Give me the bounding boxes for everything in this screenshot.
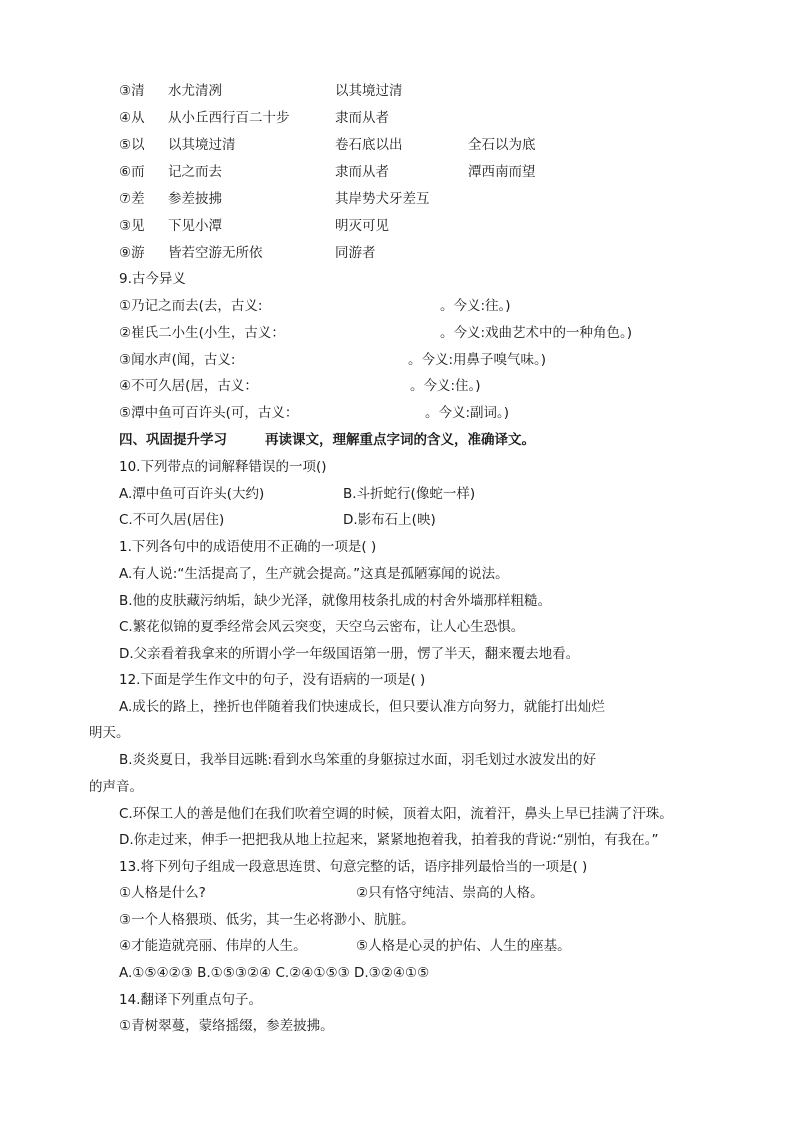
q11-stem: 1.下列各句中的成语使用不正确的一项是( ) [119,539,377,555]
row-example: 从小丘西行百二十步 [168,110,290,126]
q11-option-b: B.他的皮肤藏污纳垢，缺少光泽，就像用枝条扎成的村舍外墙那样粗糙。 [119,593,552,609]
q13-stem: 13.将下列句子组成一段意思连贯、句意完整的话，语序排列最恰当的一项是( ) [119,859,588,875]
q11-option-c: C.繁花似锦的夏季经常会风云突变，天空乌云密布，让人心生恐惧。 [119,619,525,635]
q14-sentence-1: ①青树翠蔓，蒙络摇缀，参差披拂。 [119,1018,334,1034]
q11-option-d: D.父亲看着我拿来的所谓小学一年级国语第一册，愣了半天，翻来覆去地看。 [119,646,580,662]
q10-option-a: A.潭中鱼可百许头(大约) [119,486,265,502]
q10-option-b: B.斗折蛇行(像蛇一样) [343,486,476,502]
q10-stem: 10.下列带点的词解释错误的一项() [119,459,327,475]
row-example: 以其境过清 [168,137,236,153]
row-head: ⑤以 [119,137,145,153]
row-example: 全石以为底 [468,137,536,153]
row-example: 记之而去 [168,164,222,180]
q14-stem: 14.翻译下列重点句子。 [119,992,262,1008]
row-example: 以其境过清 [335,83,403,99]
q10-option-d: D.影布石上(映) [343,512,436,528]
section-heading: 四、巩固提升学习 [119,432,227,448]
row-example: 潭西南而望 [468,164,536,180]
q13-sentence-5: ⑤人格是心灵的护佑、人生的座基。 [356,938,571,954]
section-description: 再读课文，理解重点字词的含义，准确译文。 [265,432,535,448]
row-example: 隶而从者 [335,164,389,180]
q9-item-b: 。今义:住。) [410,378,481,394]
row-example: 下见小潭 [168,218,222,234]
q12-option-b: B.炎炎夏日，我举目远眺:看到水鸟笨重的身躯掠过水面，羽毛划过水波发出的好 [119,752,597,768]
row-head: ⑦差 [119,191,145,207]
q9-item-a: ①乃记之而去(去，古义: [119,298,263,314]
q12-option-a: A.成长的路上，挫折也伴随着我们快速成长，但只要认准方向努力，就能打出灿烂 [119,699,605,715]
row-example: 其岸势犬牙差互 [335,191,430,207]
row-head: ⑥而 [119,164,145,180]
q9-title: 9.古今异义 [119,271,186,287]
row-example: 明灭可见 [335,218,389,234]
q9-item-b: 。今义:副词。) [425,405,510,421]
q12-option-b-cont: 的声音。 [89,779,143,795]
q13-sentence-2: ②只有恪守纯洁、崇高的人格。 [356,885,544,901]
row-example: 皆若空游无所依 [168,245,263,261]
row-example: 同游者 [335,245,376,261]
q9-item-b: 。今义:戏曲艺术中的一种角色。) [440,325,633,341]
q12-stem: 12.下面是学生作文中的句子，没有语病的一项是( ) [119,672,426,688]
row-head: ⑨游 [119,245,145,261]
q9-item-b: 。今义:往。) [440,298,511,314]
q9-item-a: ④不可久居(居，古义： [119,378,258,394]
q9-item-b: 。今义:用鼻子嗅气味。) [408,352,547,368]
q13-sentence-4: ④才能造就亮丽、伟岸的人生。 [119,938,307,954]
row-head: ④从 [119,110,145,126]
q9-item-a: ③闻水声(闻，古义: [119,352,236,368]
row-example: 隶而从者 [335,110,389,126]
row-example: 卷石底以出 [335,137,403,153]
row-example: 水尤清冽 [168,83,222,99]
row-example: 参差披拂 [168,191,222,207]
q10-option-c: C.不可久居(居住) [119,512,225,528]
q13-sentence-3: ③一个人格猥琐、低劣，其一生必将渺小、肮脏。 [119,912,415,928]
q12-option-c: C.环保工人的善是他们在我们吹着空调的时候，顶着太阳，流着汗，鼻头上早已挂满了汗珠。 [119,806,673,822]
q12-option-a-cont: 明天。 [89,725,130,741]
row-head: ③见 [119,218,145,234]
row-head: ③清 [119,83,145,99]
q11-option-a: A.有人说:“生活提高了，生产就会提高。”这真是孤陋寡闻的说法。 [119,566,509,582]
q13-options: A.①⑤④②③ B.①⑤③②④ C.②④①⑤③ D.③②④①⑤ [119,965,430,981]
q9-item-a: ⑤潭中鱼可百许头(可，古义： [119,405,299,421]
q9-item-a: ②崔氏二小生(小生，古义： [119,325,285,341]
q13-sentence-1: ①人格是什么? [119,885,206,901]
q12-option-d: D.你走过来，伸手一把把我从地上拉起来，紧紧地抱着我，拍着我的背说:“别怕，有我在。” [119,832,659,848]
